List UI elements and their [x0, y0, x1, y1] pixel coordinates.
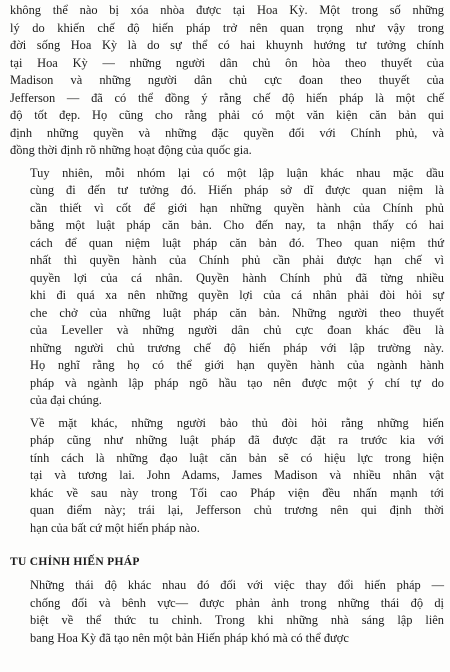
text-line: bằng một luật pháp căn bản. Cho đến nay, ta nhận thấy có hai — [30, 218, 444, 232]
text-line: không thể nào bị xóa nhòa được tại Hoa Kỳ. Một trong số những — [10, 3, 444, 17]
text-line: chống đối và bênh vực— được phản ảnh trong những thái độ dị — [30, 595, 444, 610]
text-line: Jefferson — đã có thể đồng ý rằng chế độ hiến pháp là một chế — [10, 90, 444, 105]
text-line: định những quyền và những đặc quyền đối với Chính phủ, và — [10, 125, 444, 140]
text-line: quan điểm này; trái lại, Jefferson chủ trương nên qui định thời — [30, 503, 444, 517]
text-line: của đại chúng. — [30, 393, 102, 407]
text-line: pháp và ngành lập pháp ngõ hầu tạo nên được một ý chí tự do — [30, 375, 444, 390]
text-line: pháp cũng như những luật pháp đã được đặt ra trước kia với — [30, 433, 444, 447]
text-line: nhất thì quyền hành của Chính phủ cần phải được hạn chế vì — [30, 253, 444, 267]
paragraph-4 — [10, 577, 444, 647]
text-line: khác về sau này trong Tối cao Pháp viện đều nhấn mạnh tới — [30, 485, 444, 500]
text-line: cùng đi đến tư tưởng đó. Hiến pháp sở dĩ được quan niệm là — [30, 183, 444, 197]
text-line: tính cách là những đạo luật căn bản sẽ có hiệu lực trong hiện — [30, 450, 444, 465]
text-line: đồng thời định rõ những hoạt động của quốc gia. — [10, 143, 252, 157]
text-line: tại Hoa Kỳ — những người dân chủ ôn hòa theo thuyết của — [10, 55, 444, 70]
section-heading: TU CHỈNH HIẾN PHÁP — [10, 556, 140, 568]
text-line: của Leveller và những người dân chủ cực đoan khác đều là — [30, 323, 444, 337]
paragraph-2 — [10, 165, 444, 410]
text-line: Madison và những người dân chủ cực đoan theo thuyết của — [10, 73, 444, 87]
text-line: hạn của bất cứ một hiến pháp nào. — [30, 520, 200, 535]
text-line: Tuy nhiên, mỗi nhóm lại có một lập luận khác nhau mặc dầu — [30, 165, 444, 180]
text-line: khi đi quá xa nên những quyền lợi của cá nhân phải đòi hỏi sự — [30, 288, 444, 302]
text-line: những người chủ trương chế độ hiến pháp với lập trường này. — [30, 340, 444, 355]
paragraph-1 — [10, 0, 444, 160]
text-line: bang Hoa Kỳ đã tạo nên một bản Hiến pháp khó mà có thể được — [30, 630, 349, 645]
text-line: độ tốt đẹp. Họ cũng cho rằng phải có một văn kiện căn bản qui — [10, 108, 444, 122]
text-line: tại và tương lai. John Adams, James Madison và nhiều nhân vật — [30, 468, 444, 482]
text-line: đời sống Hoa Kỳ là do sự thể có hai khuynh hướng tư tưởng chính — [10, 38, 444, 52]
text-line: lý do khiến chế độ hiến pháp trở nên quan trọng như vậy trong — [10, 20, 444, 35]
text-line: Họ nghĩ rằng họ có thể giới hạn quyền hành của ngành hành — [30, 358, 444, 372]
text-line: biệt về thể thức tu chỉnh. Trong khi những nhà sáng lập liên — [30, 613, 444, 627]
text-line: quyền lợi của cá nhân. Quyền hành Chính phủ đã từng nhiều — [30, 270, 444, 285]
text-line: cần thiết vì cốt để giới hạn những quyền hành của Chính phủ — [30, 200, 444, 215]
text-line: Về mặt khác, những người bảo thủ đòi hỏi rằng những hiến — [30, 415, 444, 430]
text-line: che chở của những luật pháp căn bản. Những người theo thuyết — [30, 305, 444, 320]
paragraph-3 — [10, 415, 444, 538]
text-line: Những thái độ khác nhau đó đối với việc thay đổi hiến pháp — — [30, 578, 444, 592]
text-line: cách để quan niệm luật pháp căn bản đó. Theo quan niệm thứ — [30, 235, 444, 250]
